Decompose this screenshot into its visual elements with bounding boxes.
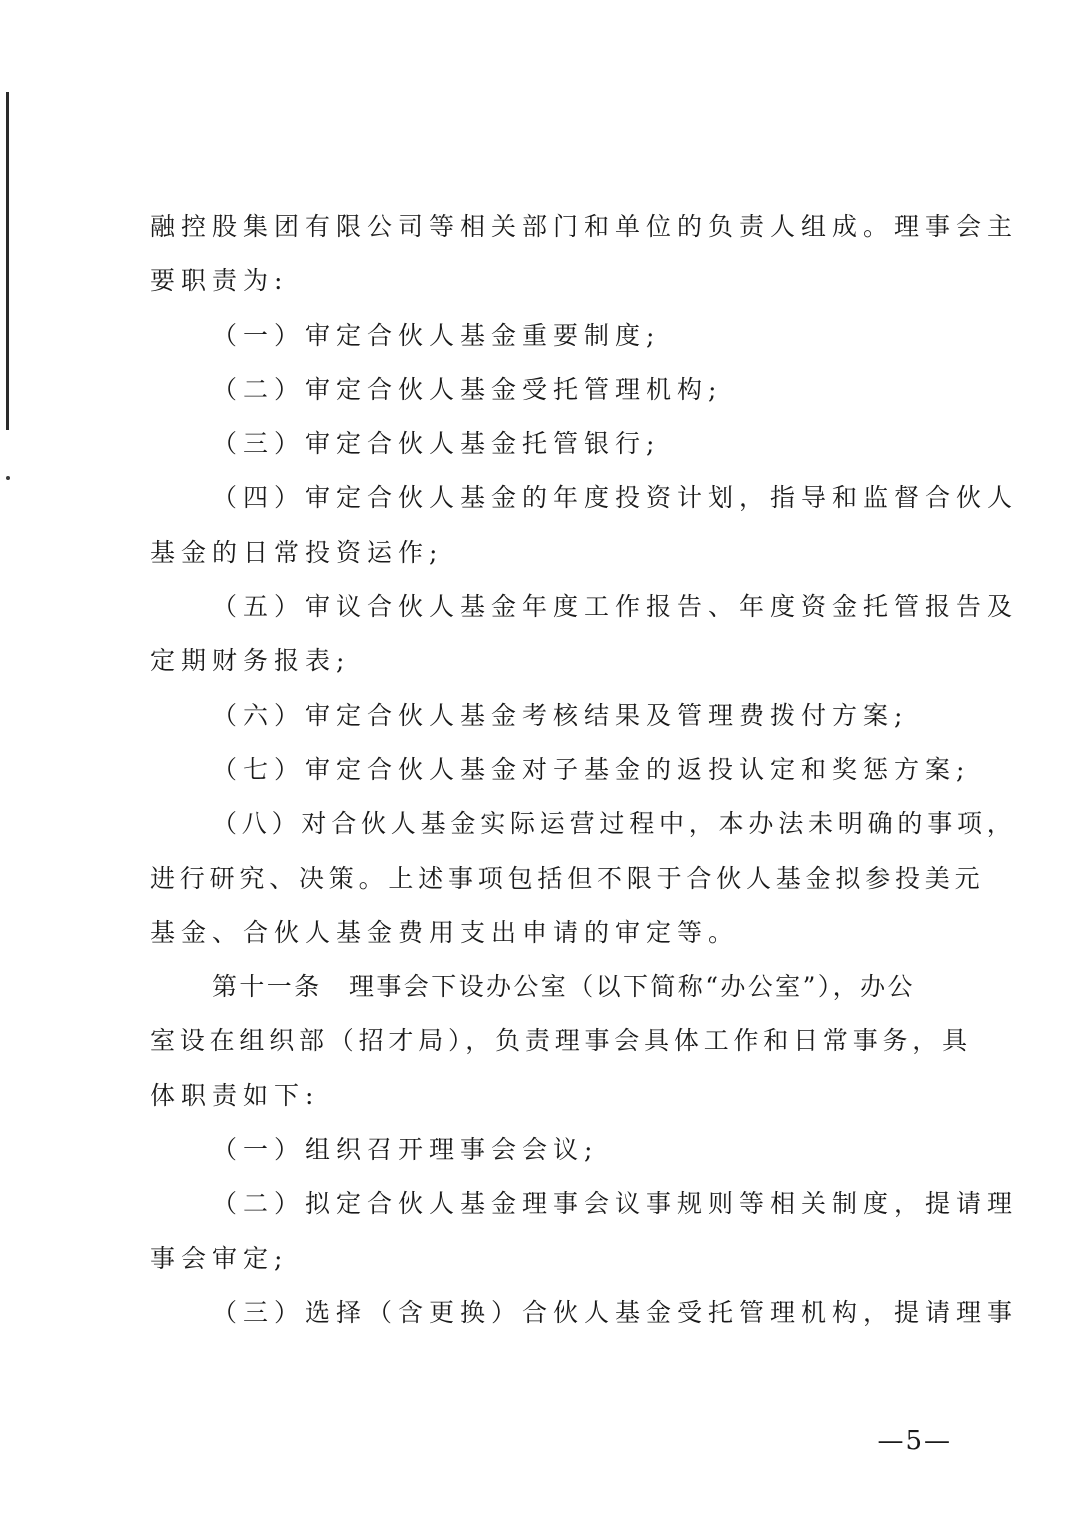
paragraph-line: 基金、合伙人基金费用支出申请的审定等。 xyxy=(150,917,740,947)
paragraph-line: 要职责为: xyxy=(150,266,289,296)
list-item: （五）审议合伙人基金年度工作报告、年度资金托管报告及 xyxy=(212,592,1019,622)
paragraph-line: 定期财务报表; xyxy=(150,646,351,676)
list-item: （二）审定合伙人基金受托管理机构; xyxy=(212,374,723,404)
paragraph-line: 进行研究、决策。上述事项包括但不限于合伙人基金拟参投美元 xyxy=(150,863,985,893)
list-item: （三）选择（含更换）合伙人基金受托管理机构，提请理事 xyxy=(212,1297,1019,1327)
paragraph-line: 事会审定; xyxy=(150,1243,289,1273)
scan-edge-mark xyxy=(6,92,9,430)
list-item: （二）拟定合伙人基金理事会议事规则等相关制度，提请理 xyxy=(212,1189,1019,1219)
paragraph-line: 体职责如下: xyxy=(150,1080,320,1110)
scan-speck xyxy=(6,476,10,480)
list-item: （四）审定合伙人基金的年度投资计划，指导和监督合伙人 xyxy=(212,483,1019,513)
paragraph-line: 室设在组织部（招才局），负责理事会具体工作和日常事务，具 xyxy=(150,1026,972,1056)
list-item: （三）审定合伙人基金托管银行; xyxy=(212,429,661,459)
article-heading-line: 第十一条 理事会下设办公室（以下简称“办公室”），办公 xyxy=(212,972,915,1002)
list-item: （六）审定合伙人基金考核结果及管理费拨付方案; xyxy=(212,700,909,730)
paragraph-line: 基金的日常投资运作; xyxy=(150,537,444,567)
list-item: （一）组织召开理事会会议; xyxy=(212,1135,599,1165)
list-item: （八）对合伙人基金实际运营过程中，本办法未明确的事项， xyxy=(212,809,1017,839)
list-item: （一）审定合伙人基金重要制度; xyxy=(212,320,661,350)
body-text xyxy=(150,200,1019,1340)
paragraph-line: 融控股集团有限公司等相关部门和单位的负责人组成。理事会主 xyxy=(150,212,1019,241)
list-item: （七）审定合伙人基金对子基金的返投认定和奖惩方案; xyxy=(212,754,971,784)
page-number: —5— xyxy=(877,1426,952,1456)
